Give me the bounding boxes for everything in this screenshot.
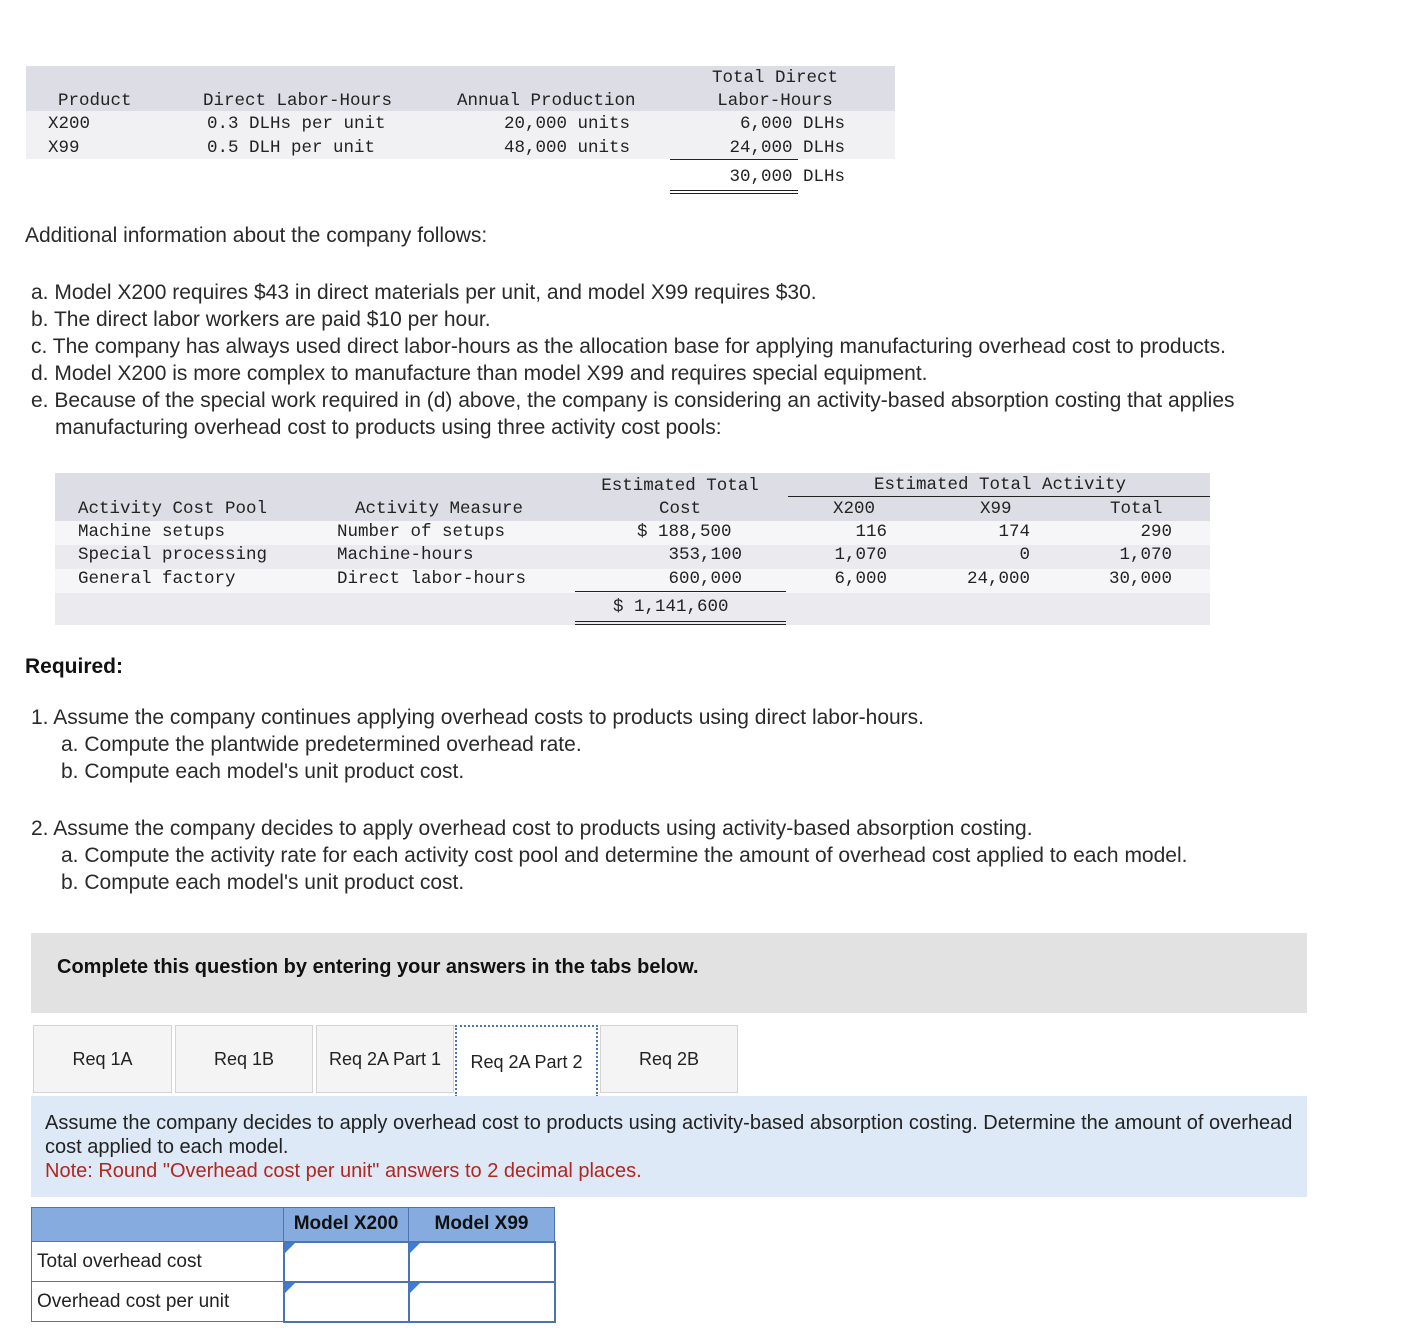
input-marker-icon [410,1283,420,1293]
answer-col-model-x99: Model X99 [409,1208,555,1242]
table2-row2-cost: 353,100 [668,545,742,565]
table1-header-total-line1: Total Direct [711,68,839,88]
table2-header-cost-line2: Cost [658,499,701,519]
unit-overhead-x99-cell [409,1282,555,1322]
table2-header-measure: Activity Measure [355,499,524,519]
table2-row2-x200: 1,070 [834,545,887,565]
tab-req-2a-part-1[interactable]: Req 2A Part 1 [316,1025,454,1093]
instructions-text: Assume the company decides to apply overhead cost to products using activity-based absorption costing. Determine the amount of overhead cost applied to each model. [45,1112,1293,1158]
total-overhead-x200-input[interactable] [285,1244,408,1280]
table2-row3-x200: 6,000 [834,569,887,589]
info-item-c: c. The company has always used direct labor-hours as the allocation base for applying manufacturing overhead cost to products. [31,335,1226,358]
table2-row2-pool: Special processing [78,545,268,565]
instructions-panel [31,1096,1307,1197]
complete-banner-text: Complete this question by entering your answers in the tabs below. [57,956,699,978]
table1-row2-product: X99 [48,138,80,158]
table1-double-line-1 [670,190,798,191]
input-marker-icon [410,1243,420,1253]
table1-row1-dlh: 0.3 DLHs per unit [207,114,386,134]
answer-table-corner [32,1208,284,1242]
info-item-d: d. Model X200 is more complex to manufacture than model X99 and requires special equipment. [31,362,928,385]
table2-header-total: Total [1110,499,1163,519]
table2-grand-total: $ 1,141,600 [613,597,729,617]
tab-req-2a-part-2[interactable]: Req 2A Part 2 [455,1025,598,1097]
table2-row1-total: 290 [1140,522,1172,542]
table2-row1-cost: $ 188,500 [637,522,732,542]
unit-overhead-x99-input[interactable] [410,1284,554,1320]
answer-row-total-overhead-label: Total overhead cost [32,1242,284,1282]
answer-row-overhead-per-unit-label: Overhead cost per unit [32,1282,284,1322]
table1-row2-dlh: 0.5 DLH per unit [207,138,376,158]
table1-header-dlh: Direct Labor-Hours [203,91,393,111]
total-overhead-x200-cell [284,1242,409,1282]
info-item-b: b. The direct labor workers are paid $10 per hour. [31,308,491,331]
table2-subtotal-line [575,591,786,592]
table2-row1-pool: Machine setups [78,522,226,542]
table2-row2-measure: Machine-hours [337,545,474,565]
table1-subtotal-line [670,159,798,160]
table2-row2-x99: 0 [1019,545,1030,565]
info-item-a: a. Model X200 requires $43 in direct materials per unit, and model X99 requires $30. [31,281,817,304]
table2-row3-measure: Direct labor-hours [337,569,527,589]
unit-overhead-x200-cell [284,1282,409,1322]
table2-double-line-2 [575,624,786,625]
table1-row1-product: X200 [48,114,91,134]
table1-row2-total: 24,000 DLHs [729,138,845,158]
req-q2b: b. Compute each model's unit product cost. [61,871,465,894]
additional-info-heading: Additional information about the company follows: [25,224,488,247]
input-marker-icon [285,1243,295,1253]
input-marker-icon [285,1283,295,1293]
table2-activity-underline [788,496,1210,497]
req-q2: 2. Assume the company decides to apply overhead cost to products using activity-based absorption costing. [31,817,1033,840]
table1-header-production: Annual Production [457,91,636,111]
answer-table [31,1207,556,1323]
table1-header-total-line2: Labor-Hours [717,91,833,111]
table2-row3-cost: 600,000 [668,569,742,589]
table2-row3-x99: 24,000 [966,569,1030,589]
complete-banner [31,933,1307,1013]
instructions-note: Note: Round "Overhead cost per unit" answers to 2 decimal places. [45,1160,642,1182]
table2-row1-x200: 116 [855,522,887,542]
required-heading: Required: [25,655,124,678]
table2-row3-total: 30,000 [1108,569,1172,589]
total-overhead-x99-cell [409,1242,555,1282]
tab-req-1b[interactable]: Req 1B [175,1025,313,1093]
table2-header-x200: X200 [833,499,876,519]
req-q1a: a. Compute the plantwide predetermined overhead rate. [61,733,582,756]
table2-row2-total: 1,070 [1119,545,1172,565]
table2-header-cost-line1: Estimated Total [601,476,759,496]
tab-req-2b[interactable]: Req 2B [600,1025,738,1093]
table1-grand-total: 30,000 DLHs [729,167,845,187]
tab-req-1a[interactable]: Req 1A [33,1025,172,1093]
table2-header-x99: X99 [980,499,1012,519]
info-item-e-cont: manufacturing overhead cost to products using three activity cost pools: [55,416,722,439]
table1-row1-production: 20,000 units [503,114,630,134]
table2-row1-x99: 174 [998,522,1030,542]
total-overhead-x99-input[interactable] [410,1244,554,1280]
table2-header-activity: Estimated Total Activity [873,475,1127,495]
table1-row2-production: 48,000 units [503,138,630,158]
table1-header-product: Product [58,91,132,111]
table2-double-line-1 [575,621,786,622]
req-q1: 1. Assume the company continues applying overhead costs to products using direct labor-hours. [31,706,925,729]
table2-row1-band [55,521,1210,545]
info-item-e: e. Because of the special work required in (d) above, the company is considering an activity-based absorption costing that applies [31,389,1235,412]
req-q2a: a. Compute the activity rate for each activity cost pool and determine the amount of overhead cost applied to each model. [61,844,1188,867]
answer-col-model-x200: Model X200 [284,1208,409,1242]
unit-overhead-x200-input[interactable] [285,1284,408,1320]
table2-row1-measure: Number of setups [337,522,506,542]
table2-row3-pool: General factory [78,569,236,589]
req-q1b: b. Compute each model's unit product cost. [61,760,465,783]
table1-double-line-2 [670,193,798,194]
table1-row1-total: 6,000 DLHs [739,114,845,134]
table2-header-pool: Activity Cost Pool [78,499,268,519]
